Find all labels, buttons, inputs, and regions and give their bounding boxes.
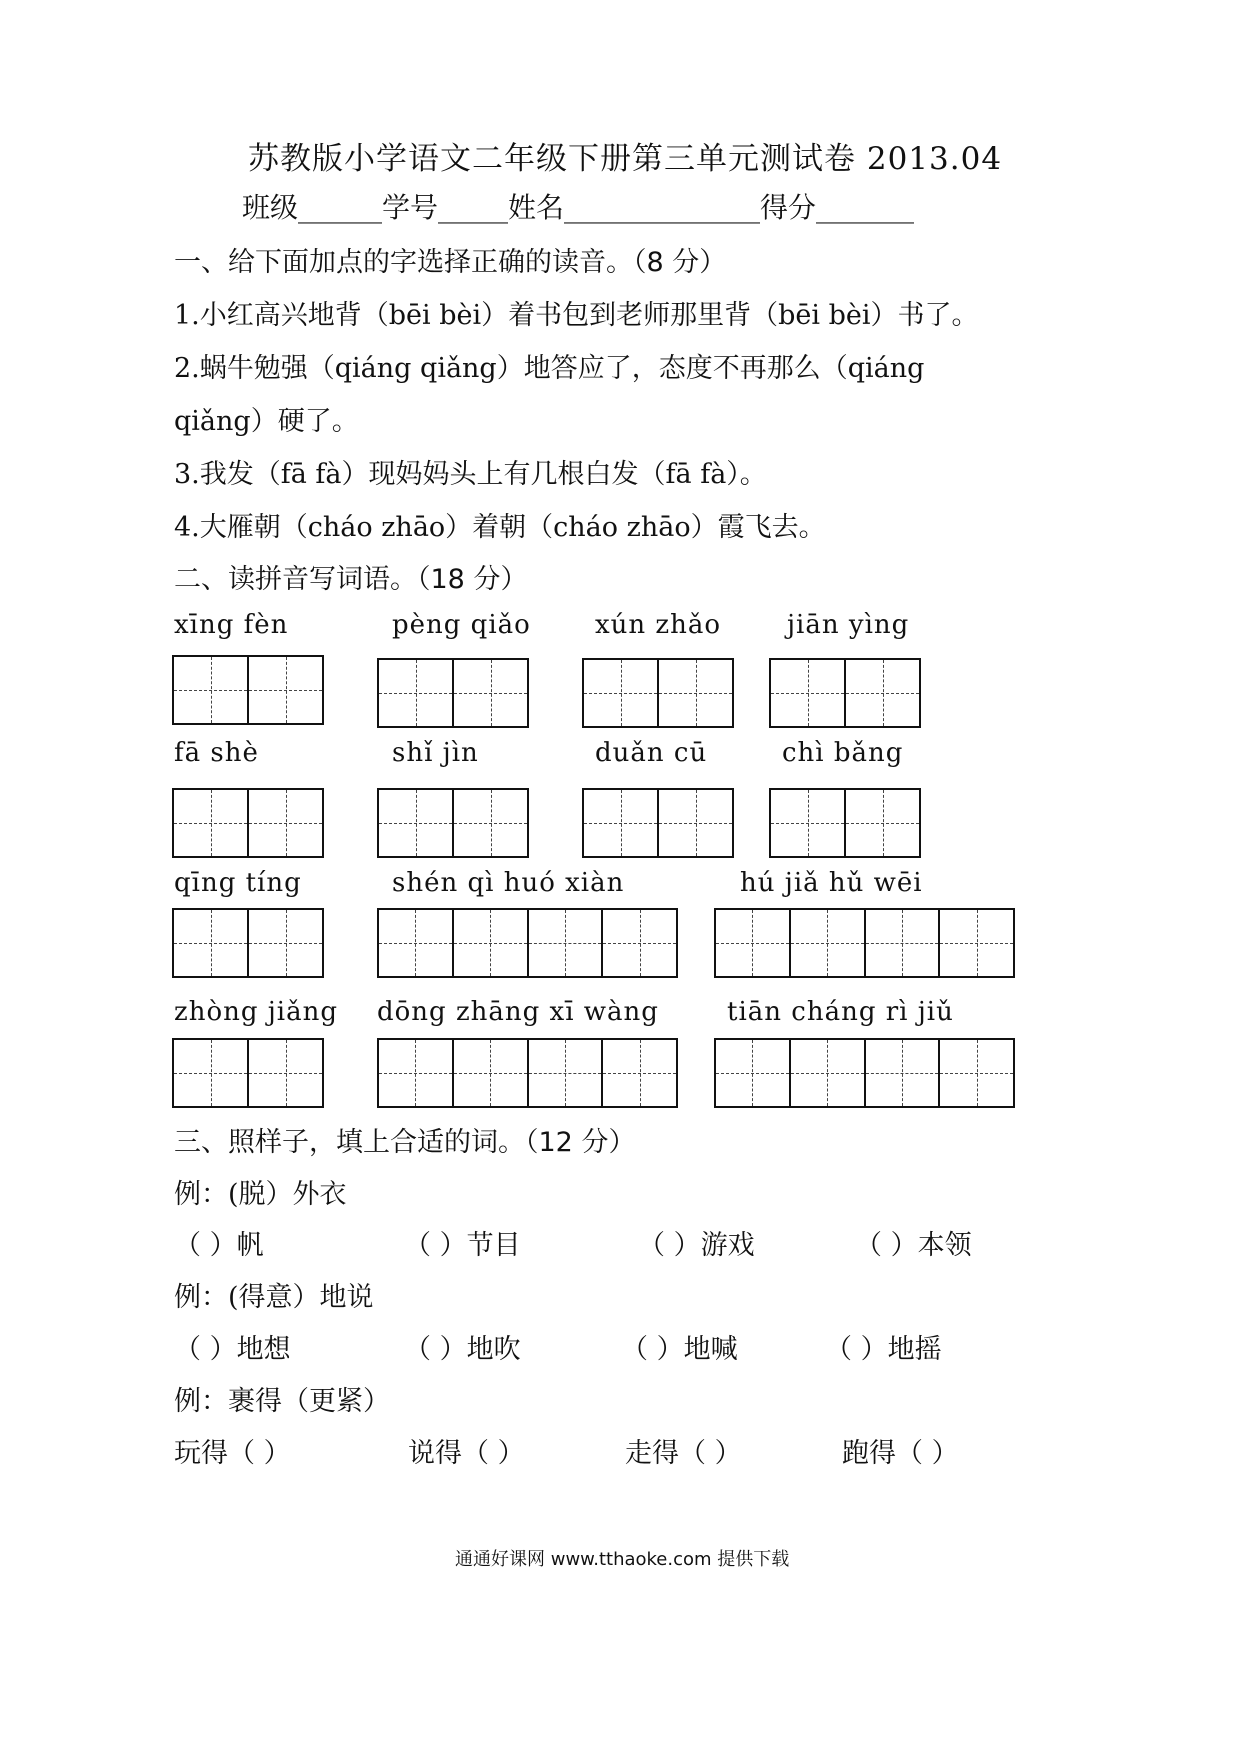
writing-grid[interactable] (377, 658, 529, 728)
writing-grid[interactable] (582, 788, 734, 858)
writing-grid[interactable] (769, 658, 921, 728)
pinyin-label: duǎn cū (595, 738, 708, 768)
writing-grid[interactable] (172, 1038, 324, 1108)
student-info-line: 班级______学号_____姓名______________得分_______ (242, 191, 915, 224)
footer-credit: 通通好课网 www.tthaoke.com 提供下载 (455, 1549, 790, 1570)
pinyin-label: jiān yìng (787, 610, 910, 640)
pinyin-label: xún zhǎo (595, 610, 722, 640)
writing-grid[interactable] (377, 788, 529, 858)
pinyin-label: qīng tíng (174, 868, 302, 898)
pinyin-label: pèng qiǎo (392, 610, 531, 640)
writing-grid[interactable] (377, 1038, 678, 1108)
question-1-3: 3.我发（fā fà）现妈妈头上有几根白发（fā fà）。 (174, 459, 767, 490)
writing-grid[interactable] (714, 908, 1015, 978)
section-1-heading: 一、给下面加点的字选择正确的读音。（8 分） (174, 247, 727, 278)
writing-grid[interactable] (377, 908, 678, 978)
blank-item[interactable]: （ ）地摇 (825, 1334, 942, 1365)
pinyin-label: dōng zhāng xī wàng (377, 997, 659, 1027)
blank-item[interactable]: （ ）地想 (174, 1334, 291, 1365)
question-1-2: 2.蜗牛勉强（qiáng qiǎng）地答应了，态度不再那么（qiáng (174, 353, 925, 384)
blank-item[interactable]: （ ）游戏 (638, 1230, 755, 1261)
pinyin-label: tiān cháng rì jiǔ (727, 997, 954, 1027)
example-3: 例：裹得（更紧） (174, 1386, 390, 1417)
blank-item[interactable]: （ ）地吹 (404, 1334, 521, 1365)
writing-grid[interactable] (172, 788, 324, 858)
pinyin-label: shǐ jìn (392, 738, 479, 768)
example-1: 例：(脱）外衣 (174, 1179, 347, 1210)
blank-item[interactable]: （ ）本领 (855, 1230, 972, 1261)
writing-grid[interactable] (172, 655, 324, 725)
blank-item[interactable]: 玩得（ ） (174, 1438, 291, 1469)
question-1-1: 1.小红高兴地背（bēi bèi）着书包到老师那里背（bēi bèi）书了。 (174, 300, 979, 331)
blank-item[interactable]: （ ）帆 (174, 1230, 264, 1261)
pinyin-label: fā shè (174, 738, 259, 768)
section-3-heading: 三、照样子，填上合适的词。（12 分） (174, 1127, 636, 1158)
pinyin-label: xīng fèn (174, 610, 289, 640)
pinyin-label: hú jiǎ hǔ wēi (740, 868, 923, 898)
writing-grid[interactable] (172, 908, 324, 978)
blank-item[interactable]: 说得（ ） (408, 1438, 525, 1469)
writing-grid[interactable] (714, 1038, 1015, 1108)
blank-item[interactable]: （ ）地喊 (621, 1334, 738, 1365)
question-1-2-cont: qiǎng）硬了。 (174, 406, 359, 437)
blank-item[interactable]: 走得（ ） (625, 1438, 742, 1469)
pinyin-label: chì bǎng (782, 738, 904, 768)
blank-item[interactable]: （ ）节目 (404, 1230, 521, 1261)
example-2: 例：(得意）地说 (174, 1282, 374, 1313)
pinyin-label: shén qì huó xiàn (392, 868, 625, 898)
question-1-4: 4.大雁朝（cháo zhāo）着朝（cháo zhāo）霞飞去。 (174, 512, 826, 543)
writing-grid[interactable] (769, 788, 921, 858)
writing-grid[interactable] (582, 658, 734, 728)
blank-item[interactable]: 跑得（ ） (842, 1438, 959, 1469)
section-2-heading: 二、读拼音写词语。（18 分） (174, 564, 528, 595)
page-title: 苏教版小学语文二年级下册第三单元测试卷 2013.04 (248, 141, 1003, 177)
pinyin-label: zhòng jiǎng (174, 997, 339, 1027)
